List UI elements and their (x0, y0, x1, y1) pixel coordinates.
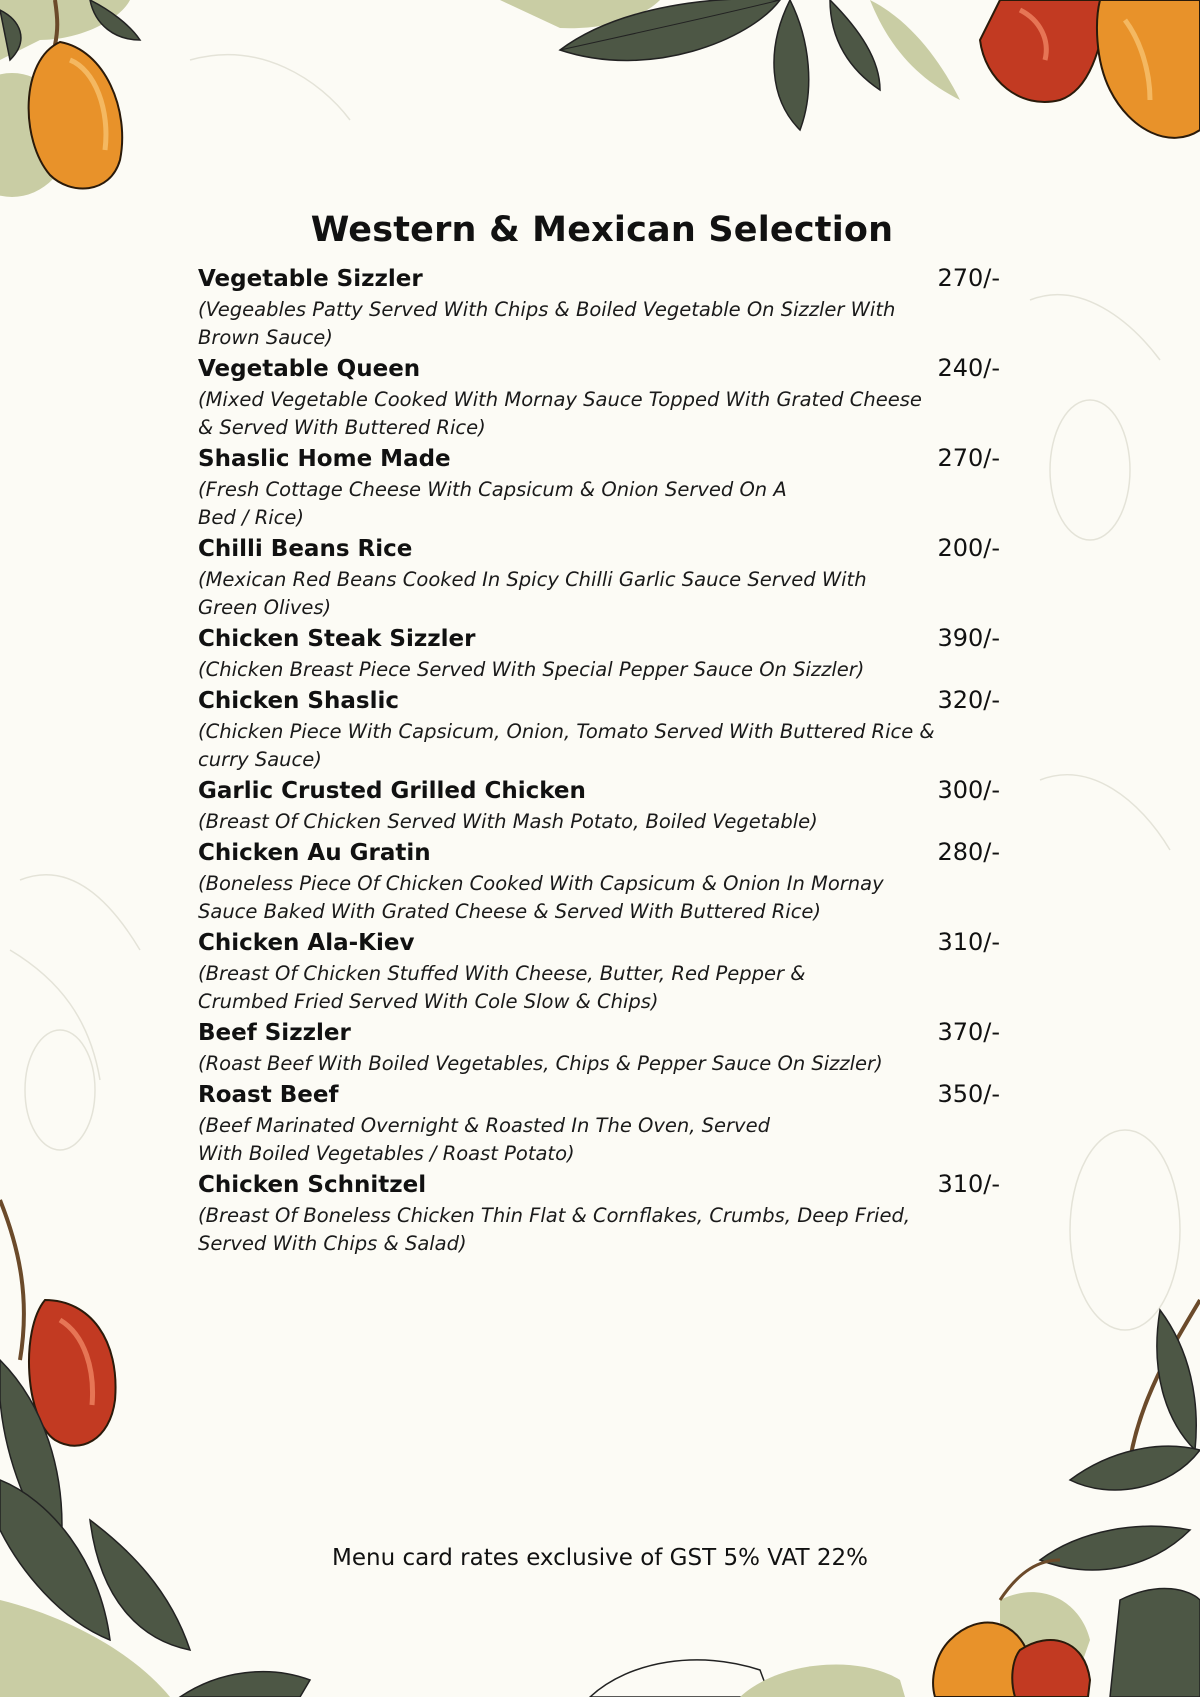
item-description: (Beef Marinated Overnight & Roasted In The Oven, Served With Boiled Vegetables / Roast Potato) (198, 1114, 770, 1165)
menu-title: Western & Mexican Selection (310, 210, 894, 250)
menu-item (198, 928, 1002, 1016)
item-price: 280/- (937, 838, 1000, 866)
menu-item (198, 776, 1002, 836)
item-description: (Breast Of Chicken Served With Mash Potato, Boiled Vegetable) (198, 810, 818, 833)
item-price: 320/- (937, 686, 1000, 714)
item-price: 240/- (937, 354, 1000, 382)
item-description: (Fresh Cottage Cheese With Capsicum & Onion Served On A Bed / Rice) (198, 478, 787, 529)
menu-item (198, 264, 1002, 352)
item-description: (Chicken Piece With Capsicum, Onion, Tomato Served With Buttered Rice & curry Sauce) (198, 720, 935, 771)
item-price: 270/- (937, 444, 1000, 472)
item-price: 200/- (937, 534, 1000, 562)
item-name: Chicken Au Gratin (198, 840, 431, 866)
item-name: Chilli Beans Rice (198, 536, 413, 562)
menu-items-list (198, 264, 1002, 1258)
item-description: (Chicken Breast Piece Served With Special Pepper Sauce On Sizzler) (198, 658, 865, 681)
item-name: Vegetable Queen (198, 356, 421, 382)
tax-note: Menu card rates exclusive of GST 5% VAT 22% (332, 1545, 868, 1571)
item-price: 310/- (937, 928, 1000, 956)
menu-item (198, 686, 1002, 774)
item-price: 300/- (937, 776, 1000, 804)
item-description: (Mexican Red Beans Cooked In Spicy Chilli Garlic Sauce Served With Green Olives) (198, 568, 867, 619)
menu-item (198, 444, 1002, 532)
top-right-mangoes-icon (980, 0, 1200, 138)
menu-item (198, 624, 1002, 684)
item-description: (Breast Of Boneless Chicken Thin Flat & Cornflakes, Crumbs, Deep Fried, Served With Chips & Salad) (198, 1204, 911, 1255)
item-price: 310/- (937, 1170, 1000, 1198)
item-price: 370/- (937, 1018, 1000, 1046)
bottom-leaf-icon (590, 1660, 905, 1697)
item-name: Shaslic Home Made (198, 446, 451, 472)
item-name: Vegetable Sizzler (198, 266, 423, 292)
bottom-right-branch-icon (933, 1300, 1200, 1697)
item-name: Beef Sizzler (198, 1020, 351, 1046)
menu-item (198, 1170, 1002, 1258)
item-description: (Boneless Piece Of Chicken Cooked With Capsicum & Onion In Mornay Sauce Baked With Grated Cheese & Served With Buttered Rice) (198, 872, 884, 923)
item-name: Chicken Shaslic (198, 688, 399, 714)
menu-item (198, 1018, 1002, 1078)
menu-section (198, 210, 1002, 1260)
menu-item (198, 354, 1002, 442)
top-left-mango-icon (0, 0, 140, 197)
item-name: Chicken Schnitzel (198, 1172, 427, 1198)
item-description: (Roast Beef With Boiled Vegetables, Chips & Pepper Sauce On Sizzler) (198, 1052, 883, 1075)
item-price: 270/- (937, 264, 1000, 292)
item-description: (Mixed Vegetable Cooked With Mornay Sauce Topped With Grated Cheese & Served With Buttered Rice) (198, 388, 922, 439)
item-price: 390/- (937, 624, 1000, 652)
top-leaves-icon (500, 0, 960, 130)
menu-item (198, 534, 1002, 622)
item-description: (Vegeables Patty Served With Chips & Boiled Vegetable On Sizzler With Brown Sauce) (198, 298, 896, 349)
item-description: (Breast Of Chicken Stuffed With Cheese, Butter, Red Pepper & Crumbed Fried Served With Cole Slow & Chips) (198, 962, 806, 1013)
item-name: Garlic Crusted Grilled Chicken (198, 778, 586, 804)
item-price: 350/- (937, 1080, 1000, 1108)
bottom-left-branch-icon (0, 1200, 310, 1697)
menu-item (198, 838, 1002, 926)
menu-item (198, 1080, 1002, 1168)
item-name: Chicken Steak Sizzler (198, 626, 476, 652)
item-name: Chicken Ala-Kiev (198, 930, 415, 956)
item-name: Roast Beef (198, 1082, 339, 1108)
